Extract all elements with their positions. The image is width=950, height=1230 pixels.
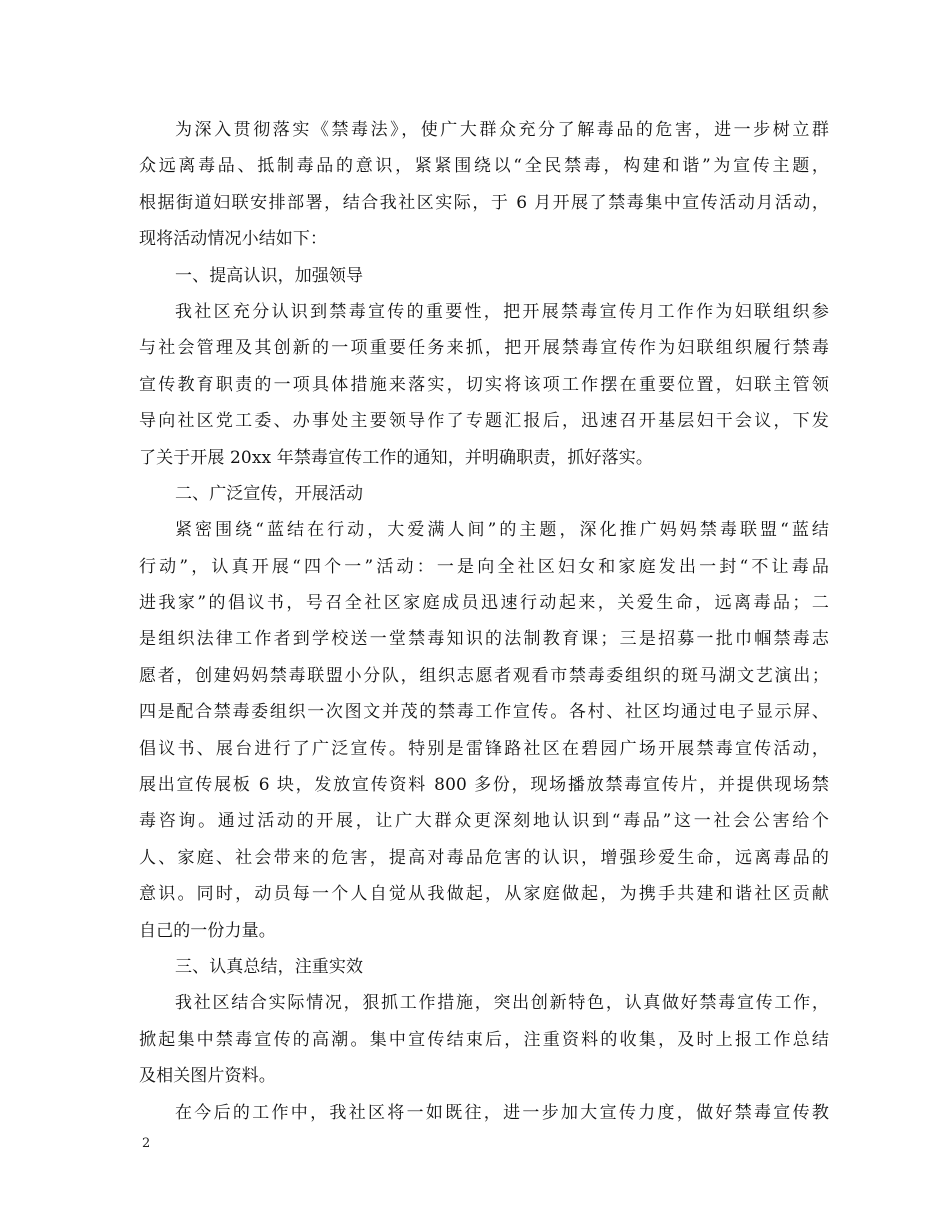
paragraph-line: 倡议书、展台进行了广泛宣传。特别是雷锋路社区在碧园广场开展禁毒宣传活动， bbox=[139, 738, 829, 759]
paragraph bbox=[139, 985, 829, 1094]
paragraph-line: 我社区充分认识到禁毒宣传的重要性，把开展禁毒宣传月工作作为妇联组织参 bbox=[175, 301, 829, 322]
section-heading bbox=[139, 258, 829, 294]
heading-text: 二、广泛宣传，开展活动 bbox=[175, 483, 364, 504]
paragraph-line: 毒咨询。通过活动的开展，让广大群众更深刻地认识到“毒品”这一社会公害给个 bbox=[139, 811, 829, 832]
paragraph-line: 紧密围绕“蓝结在行动，大爱满人间”的主题，深化推广妈妈禁毒联盟“蓝结 bbox=[175, 520, 829, 541]
paragraph-line: 四是配合禁毒委组织一次图文并茂的禁毒工作宣传。各村、社区均通过电子显示屏、 bbox=[139, 702, 829, 723]
page-number: 2 bbox=[142, 1136, 151, 1151]
paragraph-line: 与社会管理及其创新的一项重要任务来抓，把开展禁毒宣传作为妇联组织履行禁毒 bbox=[139, 338, 829, 359]
paragraph-line: 行动”，认真开展“四个一”活动：一是向全社区妇女和家庭发出一封“不让毒品 bbox=[139, 556, 829, 577]
paragraph-line: 展出宣传展板 6 块，发放宣传资料 800 多份，现场播放禁毒宣传片，并提供现场禁 bbox=[139, 775, 829, 796]
section-heading bbox=[139, 949, 829, 985]
paragraph-line: 宣传教育职责的一项具体措施来落实，切实将该项工作摆在重要位置，妇联主管领 bbox=[139, 374, 829, 395]
paragraph-line: 根据街道妇联安排部署，结合我社区实际，于 6 月开展了禁毒集中宣传活动月活动， bbox=[139, 192, 829, 213]
section-heading bbox=[139, 476, 829, 512]
paragraph-line: 在今后的工作中，我社区将一如既往，进一步加大宣传力度，做好禁毒宣传教 bbox=[175, 1102, 829, 1123]
paragraph-line: 现将活动情况小结如下： bbox=[139, 229, 328, 250]
paragraph-line: 意识。同时，动员每一个人自觉从我做起，从家庭做起，为携手共建和谐社区贡献 bbox=[139, 884, 829, 905]
paragraph-line: 为深入贯彻落实《禁毒法》，使广大群众充分了解毒品的危害，进一步树立群 bbox=[175, 120, 829, 140]
paragraph bbox=[139, 512, 829, 949]
paragraph-line: 自己的一份力量。 bbox=[139, 920, 276, 941]
heading-text: 一、提高认识，加强领导 bbox=[175, 265, 364, 286]
paragraph bbox=[139, 1095, 829, 1131]
paragraph-line: 掀起集中禁毒宣传的高潮。集中宣传结束后，注重资料的收集，及时上报工作总结 bbox=[139, 1029, 829, 1050]
paragraph-line: 及相关图片资料。 bbox=[139, 1066, 276, 1087]
paragraph-line: 人、家庭、社会带来的危害，提高对毒品危害的认识，增强珍爱生命，远离毒品的 bbox=[139, 847, 829, 868]
heading-text: 三、认真总结，注重实效 bbox=[175, 956, 364, 977]
paragraph-line: 愿者，创建妈妈禁毒联盟小分队，组织志愿者观看市禁毒委组织的斑马湖文艺演出； bbox=[139, 665, 829, 686]
paragraph-line: 是组织法律工作者到学校送一堂禁毒知识的法制教育课；三是招募一批巾帼禁毒志 bbox=[139, 629, 829, 650]
paragraph-line: 众远离毒品、抵制毒品的意识，紧紧围绕以“全民禁毒，构建和谐”为宣传主题， bbox=[139, 156, 829, 177]
paragraph bbox=[139, 112, 829, 258]
paragraph-line: 进我家”的倡议书，号召全社区家庭成员迅速行动起来，关爱生命，远离毒品；二 bbox=[139, 593, 829, 614]
paragraph-line: 我社区结合实际情况，狠抓工作措施，突出创新特色，认真做好禁毒宣传工作， bbox=[175, 993, 829, 1014]
paragraph bbox=[139, 294, 829, 476]
document-body bbox=[139, 112, 829, 1131]
paragraph-line: 了关于开展 20xx 年禁毒宣传工作的通知，并明确职责，抓好落实。 bbox=[139, 447, 653, 468]
paragraph-line: 导向社区党工委、办事处主要领导作了专题汇报后，迅速召开基层妇干会议，下发 bbox=[139, 411, 829, 432]
